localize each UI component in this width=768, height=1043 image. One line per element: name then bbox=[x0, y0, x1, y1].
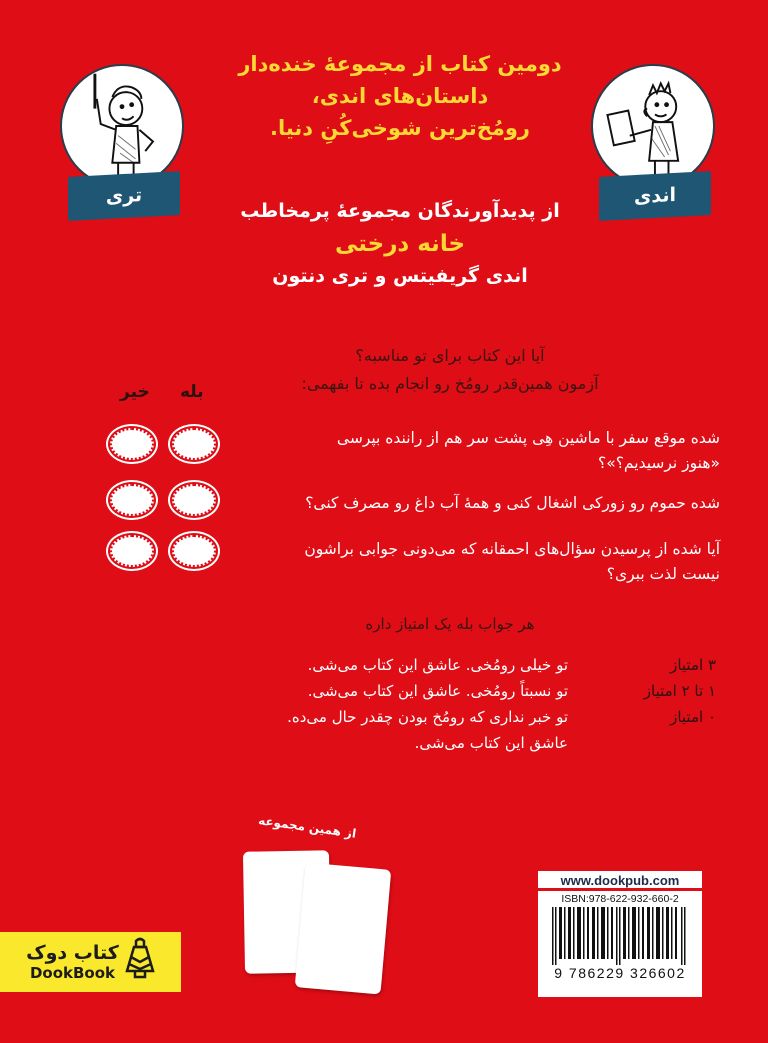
quiz-item-text: شده حموم رو زورکی اشغال کنی و همهٔ آب داغ رو مصرف کنی؟ bbox=[305, 494, 720, 512]
series-book-card-2 bbox=[295, 862, 392, 994]
series-title: خانه درختی bbox=[334, 231, 466, 257]
publisher-name-en: DookBook bbox=[29, 964, 116, 982]
score-label: ۱ تا ۲ امتیاز bbox=[643, 682, 716, 700]
isbn-text: ISBN:978-622-932-660-2 bbox=[561, 893, 679, 905]
quiz-question: آیا این کتاب برای تو مناسبه؟ bbox=[355, 346, 545, 365]
publisher-logo bbox=[0, 932, 181, 992]
creators-intro: از پدیدآورندگان مجموعهٔ پرمخاطب bbox=[240, 200, 560, 222]
authors: اندی گریفیتس و تری دنتون bbox=[272, 265, 528, 287]
barcode-digits: 9 786229 326602 bbox=[554, 965, 686, 981]
quiz-item-2-yes-checkbox[interactable] bbox=[172, 484, 216, 516]
quiz-item-1 bbox=[240, 426, 720, 476]
score-label: ۳ امتیاز bbox=[670, 656, 716, 674]
points-rule: هر جواب بله یک امتیاز داره bbox=[365, 615, 535, 633]
lamp-logo-icon bbox=[125, 937, 155, 987]
score-label: ۰ امتیاز bbox=[670, 708, 716, 726]
quiz-intro bbox=[230, 342, 670, 398]
quiz-item-text: آیا شده از پرسیدن سؤال‌های احمقانه که می‌دونی جوابی براشون bbox=[304, 540, 720, 558]
tagline-line-2: داستان‌های اندی، bbox=[311, 84, 489, 108]
character-name-banner: اندی bbox=[599, 171, 711, 221]
quiz-item-text: شده موقع سفر با ماشین هِی پشت سر هم از راننده بپرسی bbox=[336, 429, 720, 447]
quiz-item-text: نیست لذت ببری؟ bbox=[606, 565, 720, 583]
quiz-item-text: «هنوز نرسیدیم؟»؟ bbox=[598, 454, 720, 472]
quiz-item-2 bbox=[240, 491, 720, 516]
creators-block bbox=[190, 196, 610, 290]
quiz-item-1-yes-checkbox[interactable] bbox=[172, 428, 216, 460]
quiz-item-3-no-checkbox[interactable] bbox=[110, 535, 154, 567]
score-description: تو نسبتاً رومُخی. عاشق این کتاب می‌شی. bbox=[307, 682, 568, 700]
barcode-block bbox=[538, 871, 702, 997]
tagline-line-1: دومین کتاب از مجموعهٔ خنده‌دار bbox=[238, 52, 562, 76]
barcode-bars-icon bbox=[550, 907, 690, 965]
score-description: تو خیلی رومُخی. عاشق این کتاب می‌شی. bbox=[307, 656, 568, 674]
score-description-continued: عاشق این کتاب می‌شی. bbox=[414, 734, 568, 752]
terry-pencil-illustration-icon bbox=[60, 64, 184, 188]
tagline bbox=[230, 48, 570, 144]
quiz-item-3-yes-checkbox[interactable] bbox=[172, 535, 216, 567]
andy-reading-illustration-icon bbox=[591, 64, 715, 188]
quiz-instruction: آزمون همین‌قدر رومُخ رو انجام بده تا بفهمی: bbox=[301, 374, 599, 393]
quiz-item-1-no-checkbox[interactable] bbox=[110, 428, 154, 460]
character-terry bbox=[54, 56, 194, 236]
yes-column-header: بله bbox=[180, 382, 204, 402]
series-caption: از همین مجموعه bbox=[257, 813, 358, 841]
publisher-url: www.dookpub.com bbox=[538, 871, 702, 891]
tagline-line-3: رومُخ‌ترین شوخی‌کُنِ دنیا. bbox=[269, 116, 531, 140]
quiz-item-3 bbox=[240, 537, 720, 587]
score-description: تو خبر نداری که رومُخ بودن چقدر حال می‌ده. bbox=[287, 708, 568, 726]
quiz-item-2-no-checkbox[interactable] bbox=[110, 484, 154, 516]
no-column-header: خیر bbox=[120, 382, 150, 402]
publisher-name-fa: کتاب دوک bbox=[26, 942, 119, 964]
character-name-banner: تری bbox=[68, 171, 180, 221]
